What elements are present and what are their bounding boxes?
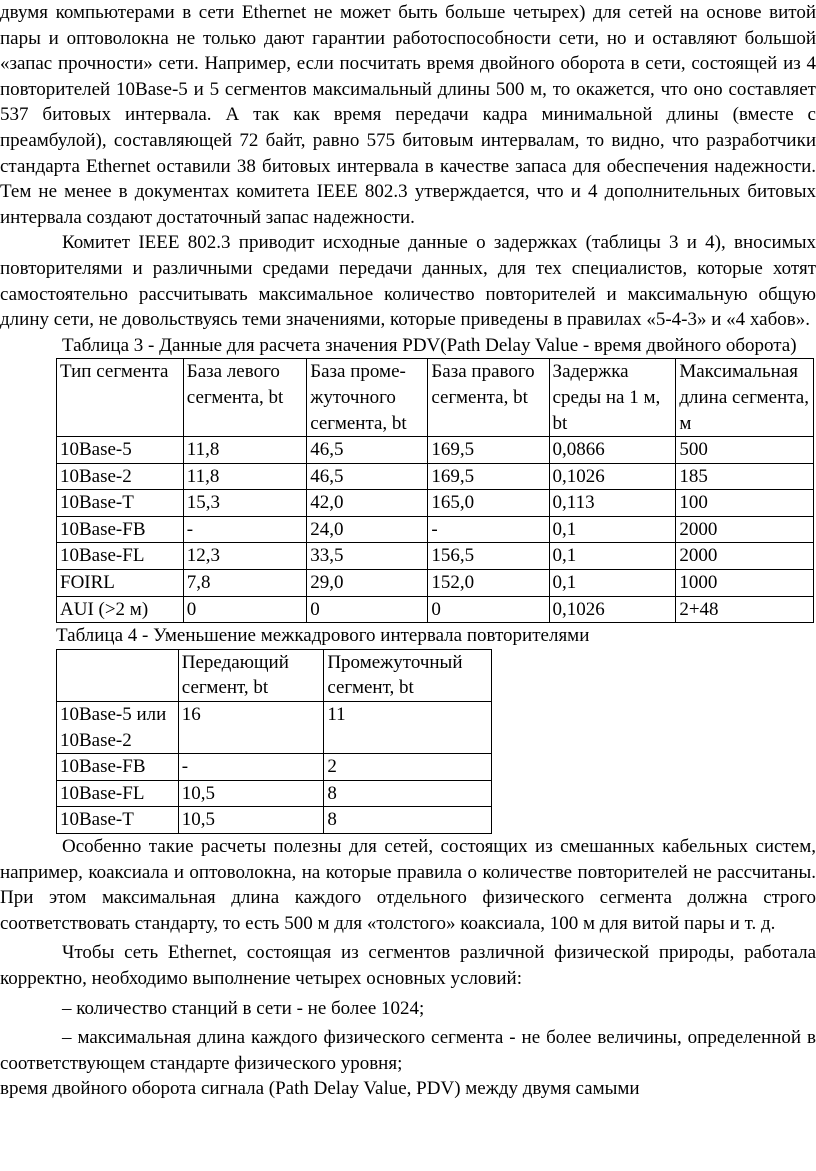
table-cell: 10,5 [178,780,324,807]
table4-caption: Таблица 4 - Уменьшение межкадрового интервала повторителями [56,625,590,647]
table-cell: 169,5 [428,437,549,464]
table-cell: 2 [324,754,492,781]
list-item: – количество станций в сети - не более 1024; [62,997,425,1019]
table-header-row [57,359,814,437]
table-cell: 10Base-FL [57,780,179,807]
table-row [57,807,492,834]
table-row [57,570,814,597]
table-row [57,596,814,623]
table-row [57,516,814,543]
table-pdv-data [56,358,814,623]
table-row [57,780,492,807]
table-cell: 10Base-T [57,490,184,517]
table-cell: 156,5 [428,543,549,570]
paragraph-2: Комитет IEEE 802.3 приводит исходные данные о задержках (таблицы 3 и 4), вносимых повторителями и различными средами передачи данных, для тех специалистов, которые хотят самостоятельно рассчитывать максимальное количество повторителей и максимальную общую длину сети, не довольствуясь теми значениями, которые приведены в правилах «5-4-3» и «4 хабов». [0,232,816,331]
table-cell: 10Base-5 или 10Base-2 [57,702,179,754]
table-cell: 0,1 [549,543,676,570]
table-cell: 0,1026 [549,596,676,623]
table-row [57,463,814,490]
table-cell: 0,1 [549,516,676,543]
table-cell: 0 [428,596,549,623]
table-cell: 7,8 [183,570,306,597]
table-cell: 10,5 [178,807,324,834]
header-cell: Задержка среды на 1 м, bt [549,359,676,437]
table-row [57,754,492,781]
table-cell: 10Base-FB [57,516,184,543]
table-cell: 0,113 [549,490,676,517]
table-row [57,702,492,754]
header-cell: База правого сегмента, bt [428,359,549,437]
table-cell: 8 [324,807,492,834]
paragraph-5: время двойного оборота сигнала (Path Delay Value, PDV) между двумя самыми [0,1078,640,1100]
paragraph-3: Особенно такие расчеты полезны для сетей, состоящих из смешанных кабельных систем, например, коаксиала и оптоволокна, на которые правила о количестве повторителей не рассчитаны. При этом максимальная длина каждого отдельного физического сегмента должна строго соответствовать стандарту, то есть 500 м для «толстого» коаксиала, 100 м для витой пары и т. д. [0,836,816,934]
table-cell: - [428,516,549,543]
table-cell: 500 [676,437,814,464]
table-cell: 42,0 [307,490,428,517]
table-cell: 185 [676,463,814,490]
table-cell: 0,0866 [549,437,676,464]
table-cell: 0,1026 [549,463,676,490]
table-cell: 152,0 [428,570,549,597]
table-cell: 2+48 [676,596,814,623]
table-cell: 46,5 [307,437,428,464]
table-cell: 10Base-FL [57,543,184,570]
table-cell: 15,3 [183,490,306,517]
table-cell: 0 [307,596,428,623]
header-cell: База проме-жуточного сегмента, bt [307,359,428,437]
table-cell: 2000 [676,516,814,543]
paragraph-1: двумя компьютерами в сети Ethernet не может быть больше четырех) для сетей на основе витой пары и оптоволокна не только дают гарантии работоспособности сети, но и оставляют большой «запас прочности» сети. Например, если посчитать время двойного оборота в сети, состоящей из 4 повторителей 10Base-5 и 5 сегментов максимальный длины 500 м, то окажется, что оно составляет 537 битовых интервала. А так как время передачи кадра минимальной длины (вместе с преамбулой), составляющей 72 байт, равно 575 битовым интервалам, то видно, что разработчики стандарта Ethernet оставили 38 битовых интервала в качестве запаса для обеспечения надежности. Тем не менее в документах комитета IEEE 802.3 утверждается, что и 4 дополнительных битовых интервала создают достаточный запас надежности. [0,2,816,228]
header-cell [57,649,179,701]
header-cell: Промежуточный сегмент, bt [324,649,492,701]
table-cell: AUI (>2 м) [57,596,184,623]
table-cell: FOIRL [57,570,184,597]
header-cell: Передающий сегмент, bt [178,649,324,701]
table3-caption: Таблица 3 - Данные для расчета значения PDV(Path Delay Value - время двойного оборота) [62,334,797,356]
table-cell: 11 [324,702,492,754]
table-cell: 0 [183,596,306,623]
table-cell: 10Base-FB [57,754,179,781]
table-cell: 11,8 [183,463,306,490]
list-item: – максимальная длина каждого физического сегмента - не более величины, определенной в соответствующем стандарте физического уровня; [0,1027,816,1074]
paragraph-4: Чтобы сеть Ethernet, состоящая из сегментов различной физической природы, работала корректно, необходимо выполнение четырех основных условий: [0,942,816,989]
table-cell: 10Base-T [57,807,179,834]
table-header-row [57,649,492,701]
header-cell: Тип сегмента [57,359,184,437]
header-cell: База левого сегмента, bt [183,359,306,437]
table-ifg-reduction [56,649,492,834]
table-cell: - [178,754,324,781]
table-cell: 11,8 [183,437,306,464]
table-row [57,437,814,464]
header-cell: Максимальная длина сегмента, м [676,359,814,437]
table-cell: 12,3 [183,543,306,570]
table-cell: 169,5 [428,463,549,490]
table-cell: 2000 [676,543,814,570]
table-cell: 0,1 [549,570,676,597]
table-row [57,543,814,570]
table-cell: 8 [324,780,492,807]
table-cell: 10Base-2 [57,463,184,490]
table-cell: 24,0 [307,516,428,543]
table-cell: 29,0 [307,570,428,597]
table-cell: 165,0 [428,490,549,517]
table-cell: 46,5 [307,463,428,490]
table-cell: 33,5 [307,543,428,570]
table-cell: 100 [676,490,814,517]
table-row [57,490,814,517]
table-cell: 16 [178,702,324,754]
table-cell: 10Base-5 [57,437,184,464]
table-cell: - [183,516,306,543]
table-cell: 1000 [676,570,814,597]
